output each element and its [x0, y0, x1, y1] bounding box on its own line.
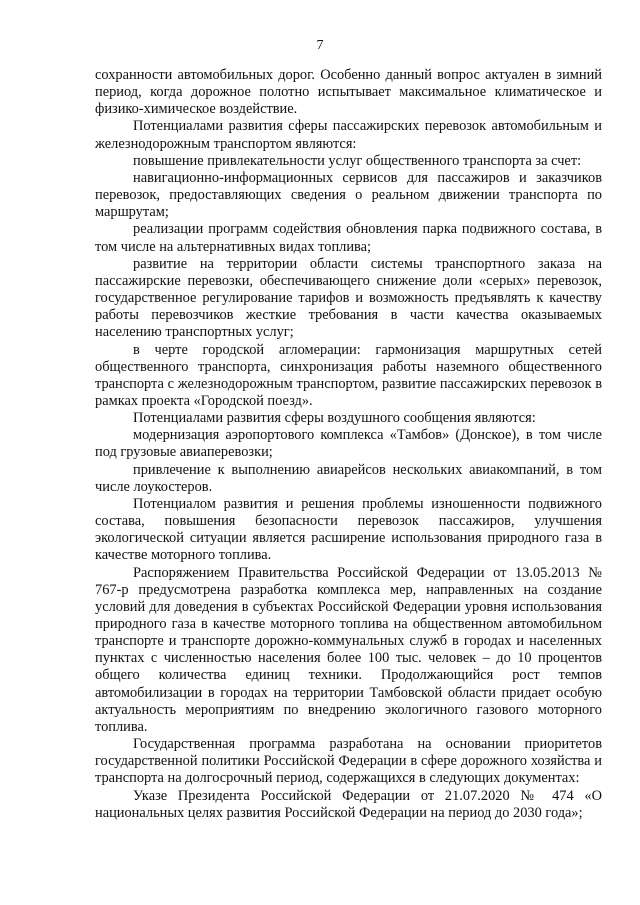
paragraph: Указе Президента Российской Федерации от 21.07.2020 № 474 «О национальных целях развития Российской Федерации на период до 2030 года»;	[95, 787, 602, 821]
paragraph: Потенциалом развития и решения проблемы изношенности подвижного состава, повышения безопасности перевозок пассажиров, улучшения экологической ситуации является расширение использования природного газа в качестве моторного топлива.	[95, 495, 602, 564]
paragraph: повышение привлекательности услуг общественного транспорта за счет:	[133, 152, 582, 169]
paragraph: развитие на территории области системы транспортного заказа на пассажирские перевозки, обеспечивающего снижение доли «серых» перевозок, государственное регулирование тарифов и возможность предъявлять к качеству работы перевозчиков жесткие требования в части качества оказываемых населению транспортных услуг;	[95, 255, 602, 341]
paragraph: модернизация аэропортового комплекса «Тамбов» (Донское), в том числе под грузовые авиаперевозки;	[95, 427, 602, 461]
paragraph: привлечение к выполнению авиарейсов нескольких авиакомпаний, в том числе лоукостеров.	[95, 461, 602, 495]
paragraph: реализации программ содействия обновления парка подвижного состава, в том числе на альтернативных видах топлива;	[95, 221, 602, 255]
document-body	[95, 67, 602, 822]
paragraph: Государственная программа разработана на основании приоритетов государственной политики Российской Федерации в сфере дорожного хозяйства и транспорта на долгосрочный период, содержащихся в следующих документах:	[95, 736, 602, 787]
page-number: 7	[316, 38, 324, 53]
paragraph: сохранности автомобильных дорог. Особенно данный вопрос актуален в зимний период, когда дорожное полотно испытывает максимальное климатическое и физико-химическое воздействие.	[95, 67, 602, 118]
paragraph: Распоряжением Правительства Российской Федерации от 13.05.2013 № 767-р предусмотрена разработка комплекса мер, направленных на создание условий для доведения в субъектах Российской Федерации уровня использования природного газа в качестве моторного топлива на общественном автомобильном транспорте и транспорте дорожно-коммунальных служб в городах и населенных пунктах с численностью населения более 100 тыс. человек – до 10 процентов общего количества единиц техники. Продолжающийся рост темпов автомобилизации в городах на территории Тамбовской области придает особую актуальность мероприятиям по внедрению экологичного газового моторного топлива.	[95, 564, 602, 735]
paragraph: в черте городской агломерации: гармонизация маршрутных сетей общественного транспорта, синхронизация работы наземного общественного транспорта с железнодорожным транспортом, развитие пассажирских перевозок в рамках проекта «Городской поезд».	[95, 341, 602, 409]
paragraph: Потенциалами развития сферы пассажирских перевозок автомобильным и железнодорожным транспортом являются:	[95, 118, 602, 152]
paragraph: Потенциалами развития сферы воздушного сообщения являются:	[133, 410, 536, 427]
paragraph: навигационно-информационных сервисов для пассажиров и заказчиков перевозок, предоставляющих сведения о реальном движении транспорта по маршрутам;	[95, 169, 602, 221]
